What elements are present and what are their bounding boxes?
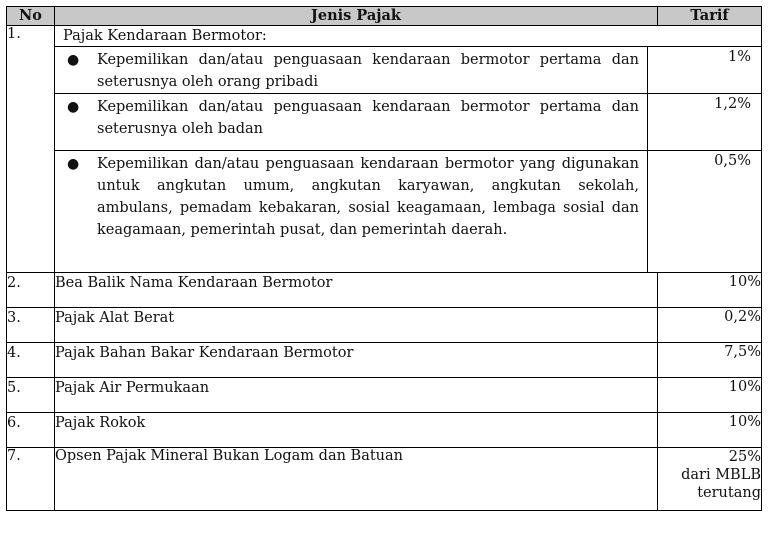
row-tax-type: Opsen Pajak Mineral Bukan Logam dan Batuan xyxy=(55,448,658,511)
row-tarif: 10% xyxy=(658,378,762,413)
row-number: 7. xyxy=(7,448,55,511)
row-group-pkb xyxy=(55,26,762,273)
row-tax-type: Pajak Rokok xyxy=(55,413,658,448)
table-row xyxy=(7,448,762,511)
table-row xyxy=(7,378,762,413)
sub-item-table xyxy=(55,46,761,272)
table-row xyxy=(7,308,762,343)
row-tarif xyxy=(658,448,762,511)
row-tarif: 10% xyxy=(658,273,762,308)
row-number: 6. xyxy=(7,413,55,448)
row-number: 1. xyxy=(7,26,55,273)
sub-item-text: Kepemilikan dan/atau penguasaan kendaraan bermotor pertama dan seterusnya oleh badan xyxy=(97,99,639,137)
row-tarif: 0,2% xyxy=(658,308,762,343)
row-tax-type: Pajak Bahan Bakar Kendaraan Bermotor xyxy=(55,343,658,378)
row-tax-type: Pajak Air Permukaan xyxy=(55,378,658,413)
row-tarif-note-2: terutang xyxy=(697,485,761,501)
table-header-row xyxy=(7,7,762,26)
row-tax-type: Pajak Kendaraan Bermotor: xyxy=(63,28,267,44)
row-tarif-value: 25% xyxy=(728,449,761,465)
header-tarif: Tarif xyxy=(658,7,762,26)
sub-item-text: Kepemilikan dan/atau penguasaan kendaraan bermotor yang digunakan untuk angkutan umum, angkutan karyawan, angkutan sekolah, ambulans, pemadam kebakaran, sosial keagamaan, lembaga sosial dan keagamaan, pemerintah pusat, dan pemerintah daerah. xyxy=(97,156,639,238)
sub-item-tarif: 1% xyxy=(648,47,762,94)
table-row xyxy=(7,343,762,378)
sub-item-row xyxy=(55,47,761,94)
row-number: 4. xyxy=(7,343,55,378)
row-tax-type: Pajak Alat Berat xyxy=(55,308,658,343)
sub-item-tarif: 0,5% xyxy=(648,151,762,273)
table-row xyxy=(7,273,762,308)
bullet-icon: ● xyxy=(67,156,80,172)
bullet-icon: ● xyxy=(67,52,80,68)
sub-item-row xyxy=(55,151,761,273)
sub-item-tarif: 1,2% xyxy=(648,94,762,151)
sub-item-row xyxy=(55,94,761,151)
table-row xyxy=(7,413,762,448)
row-number: 5. xyxy=(7,378,55,413)
header-no: No xyxy=(7,7,55,26)
row-number: 2. xyxy=(7,273,55,308)
row-tarif: 7,5% xyxy=(658,343,762,378)
row-number: 3. xyxy=(7,308,55,343)
header-jenis-pajak: Jenis Pajak xyxy=(55,7,658,26)
row-tarif: 10% xyxy=(658,413,762,448)
sub-item-text: Kepemilikan dan/atau penguasaan kendaraan bermotor pertama dan seterusnya oleh orang pribadi xyxy=(97,52,639,90)
table-row xyxy=(7,26,762,273)
row-tarif-note-1: dari MBLB xyxy=(681,467,761,483)
row-tax-type: Bea Balik Nama Kendaraan Bermotor xyxy=(55,273,658,308)
bullet-icon: ● xyxy=(67,99,80,115)
tax-rate-table xyxy=(6,6,762,511)
